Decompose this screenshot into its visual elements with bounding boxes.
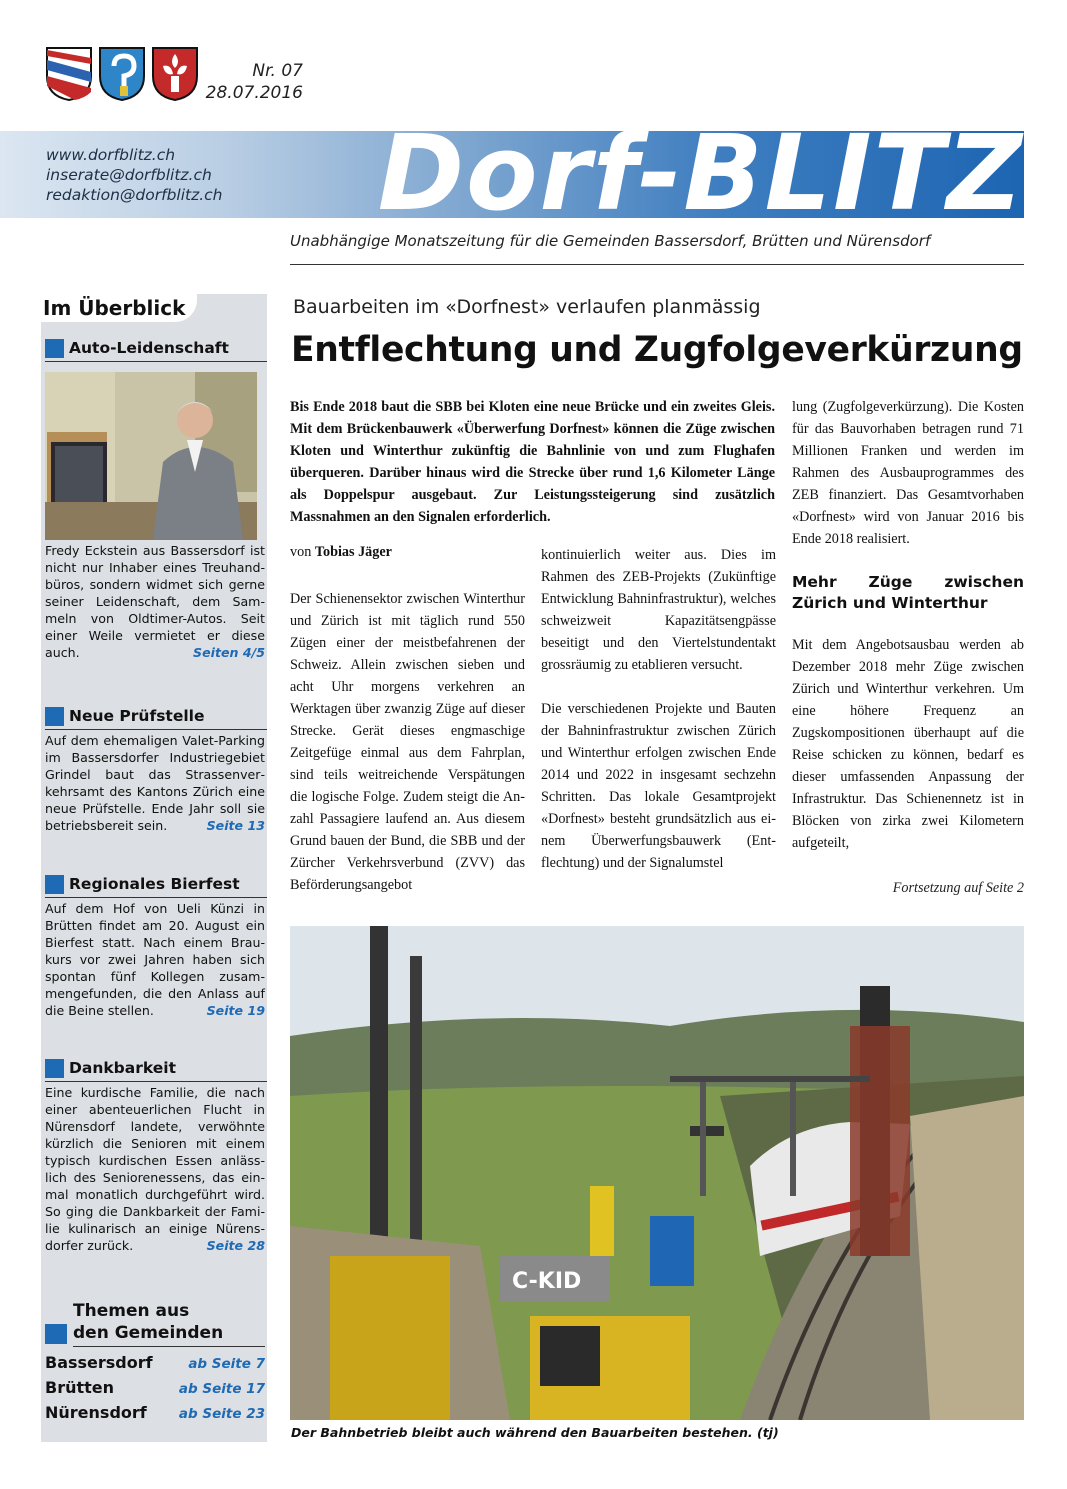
editorial-email-link[interactable]: redaktion@dorfblitz.ch — [46, 186, 223, 204]
sidebar-item-rule — [45, 361, 267, 362]
article-paragraph: Der Schienensektor zwischen Winterthur und Zürich ist mit täglich rund 550 Zügen einer der meistbefahrenen der Schweiz. Allein zwischen sieben und acht Uhr morgens verkehren an Werktagen über zwanzig Züge auf dieser Strecke. Gerät dieses engmaschige Zeitgefüge einmal aus dem Fahrplan, sind teils weitreichende Verspätungen die logische Folge. Zudem steigt die Anzahl Passagiere laufend an. Aus diesem Grund bauen der Bund, die SBB und der Zürcher Verkehrsverbund (ZVV) das Beförderungsangebot — [290, 591, 525, 893]
portrait-photo — [45, 372, 257, 540]
continued-note[interactable]: Fortsetzung auf Seite 2 — [892, 880, 1024, 896]
article-lead: Bis Ende 2018 baut die SBB bei Kloten eine neue Brücke und ein zweites Gleis. Mit dem Brückenbauwerk «Überwerfung Dorfnest» können die Züge zwischen Kloten und Winterthur zukünftig die Bahnlinie von und zum Flughafen überqueren. Darüber hinaus wird die Strecke über rund 1,6 Kilometer Länge als Doppelspur ausgebaut. Zur Leistungssteigerung sind zusätzlich Massnahmen an den Signalen erforderlich. — [290, 399, 775, 525]
tagline: Unabhängige Monatszeitung für die Gemeinden Bassersdorf, Brütten und Nürensdorf — [290, 232, 931, 250]
issue-number: Nr. 07 — [252, 61, 303, 81]
photo-caption: Der Bahnbetrieb bleibt auch während den Bauarbeiten bestehen. (tj) — [291, 1425, 779, 1440]
municipal-crests — [45, 46, 199, 102]
sidebar-item-text: Fredy Eckstein aus Bassersdorf ist nicht nur Inhaber eines Treuhandbüros, sondern widmet sich gerne seiner Leidenschaft, dem Sammeln von Oldtimer-Autos. Seit einer Weile vermietet er diese auch. Seiten 4/5 — [45, 543, 265, 660]
article-column-3 — [792, 396, 1024, 876]
community-topics-rule — [73, 1346, 265, 1347]
community-row-bassersdorf[interactable] — [45, 1353, 265, 1372]
sidebar-item-rule — [45, 897, 267, 898]
article-subhead: Mehr Züge zwischen Zürich und Winterthur — [792, 573, 1024, 612]
page-ref-link[interactable]: Seite 28 — [206, 1238, 265, 1253]
website-link[interactable]: www.dorfblitz.ch — [46, 146, 176, 164]
sidebar-item-text: Auf dem ehemaligen Valet-Parking im Bassersdorfer Industriegebiet Grindel baut das Strassenverkehrsamt des Kantons Zürich eine neue Prüfstelle. Ende Jahr soll sie betriebsbereit sein. Seite 13 — [45, 733, 265, 833]
ads-email-link[interactable]: inserate@dorfblitz.ch — [46, 166, 212, 184]
community-row-nuerensdorf[interactable] — [45, 1403, 265, 1422]
sidebar-item-bierfest — [45, 874, 267, 1019]
sidebar-heading-tab — [41, 294, 197, 322]
photo-sign-text: C-KID — [512, 1269, 582, 1294]
community-topics-title: Themen aus den Gemeinden — [45, 1300, 265, 1344]
article-paragraph: kontinuierlich weiter aus. Dies im Rahmen des ZEB-Projekts (Zukünftige Entwicklung Bahninfrastruktur), welches schweizweit Kapazitätsengpässe beseitigt und den Viertelstundentakt grossräumig zu etablieren versucht. — [541, 547, 776, 673]
sidebar-item-rule — [45, 1081, 267, 1082]
overview-sidebar — [41, 294, 267, 1442]
community-name: Bassersdorf — [45, 1353, 153, 1372]
sidebar-item-title: Neue Prüfstelle — [45, 706, 267, 726]
sidebar-item-text: Eine kurdische Familie, die nach einer abenteuerlichen Flucht in Nürensdorf landete, verwöhnte kürzlich die Senioren mit einem typisch kurdischen Essen anlässlich des Seniorenessens, das einmal monatlich durchgeführt wird. So ging die Dankbarkeit der Familie kulinarisch an einige Nürensdorfer zurück. Seite 28 — [45, 1085, 265, 1253]
masthead-rule — [290, 264, 1024, 265]
community-topics — [45, 1300, 265, 1422]
sidebar-item-title: Regionales Bierfest — [45, 874, 267, 894]
article-paragraph: Die verschiedenen Projekte und Bauten der Bahninfrastruktur zwischen Zürich und Winterthur erfolgen zwischen Ende 2014 und 2022 in insgesamt sechzehn Schritten. Das lokale Gesamtprojekt «Dorfnest» besteht grundsätzlich aus einem Überwerfungsbauwerk (Entflechtung) und der Signalumstel — [541, 701, 776, 871]
community-name: Nürensdorf — [45, 1403, 147, 1422]
bassersdorf-crest-icon — [45, 46, 93, 102]
contact-block — [46, 145, 223, 205]
masthead-banner — [0, 131, 1024, 218]
issue-date: 28.07.2016 — [205, 83, 303, 103]
community-page-link[interactable]: ab Seite 17 — [178, 1381, 265, 1397]
community-page-link[interactable]: ab Seite 7 — [188, 1356, 265, 1372]
sidebar-item-text: Auf dem Hof von Ueli Künzi in Brütten findet am 20. August ein Bierfest statt. Nach einem Braukurs vor zwei Jahren haben sich spontan fünf Kollegen zusammengefunden, die den Anlass auf die Beine stellen. Seite 19 — [45, 901, 265, 1018]
article-paragraph: lung (Zugfolgeverkürzung). Die Kosten für das Bauvorhaben betragen rund 71 Millionen Franken und werden im Rahmen des Ausbauprogrammes des ZEB finanziert. Das Gesamtvorhaben «Dorfnest» wird von Januar 2016 bis Ende 2018 realisiert. — [792, 399, 1024, 547]
issue-info — [205, 60, 303, 104]
nuerensdorf-crest-icon — [151, 46, 199, 102]
page-ref-link[interactable]: Seite 13 — [206, 818, 265, 833]
article-column-2 — [541, 544, 776, 896]
sidebar-item-dankbarkeit — [45, 1058, 267, 1254]
community-row-bruetten[interactable] — [45, 1378, 265, 1397]
sidebar-item-auto — [45, 338, 267, 661]
sidebar-item-title: Dankbarkeit — [45, 1058, 267, 1078]
page-ref-link[interactable]: Seiten 4/5 — [193, 645, 265, 660]
article-column-1 — [290, 588, 525, 918]
article-author: Tobias Jäger — [314, 544, 392, 560]
article-headline: Entflechtung und Zugfolgeverkürzung — [291, 330, 1023, 370]
sidebar-item-rule — [45, 729, 267, 730]
construction-site-photo — [290, 926, 1024, 1420]
article-paragraph: Mit dem Angebotsausbau werden ab Dezember 2018 mehr Züge zwischen Zürich und Winterthur verkehren. Um eine höhere Frequenz an Zugskompositionen überhaupt auf die Reise schicken zu können, bedarf es dieser umfassenden Anpassung der Infrastruktur. Das Schienennetz ist in Blöcken von zirka zwei Kilometern aufgeteilt, — [792, 637, 1024, 851]
community-name: Brütten — [45, 1378, 115, 1397]
sidebar-item-title: Auto-Leidenschaft — [45, 338, 267, 358]
article-byline: von Tobias Jäger — [290, 544, 392, 560]
sidebar-heading: Im Überblick — [43, 296, 186, 320]
bruetten-crest-icon — [98, 46, 146, 102]
page-ref-link[interactable]: Seite 19 — [206, 1003, 265, 1018]
newspaper-title: Dorf-BLITZ — [377, 131, 1024, 218]
sidebar-item-pruefstelle — [45, 706, 267, 834]
community-page-link[interactable]: ab Seite 23 — [178, 1406, 265, 1422]
article-kicker: Bauarbeiten im «Dorfnest» verlaufen planmässig — [293, 296, 761, 318]
